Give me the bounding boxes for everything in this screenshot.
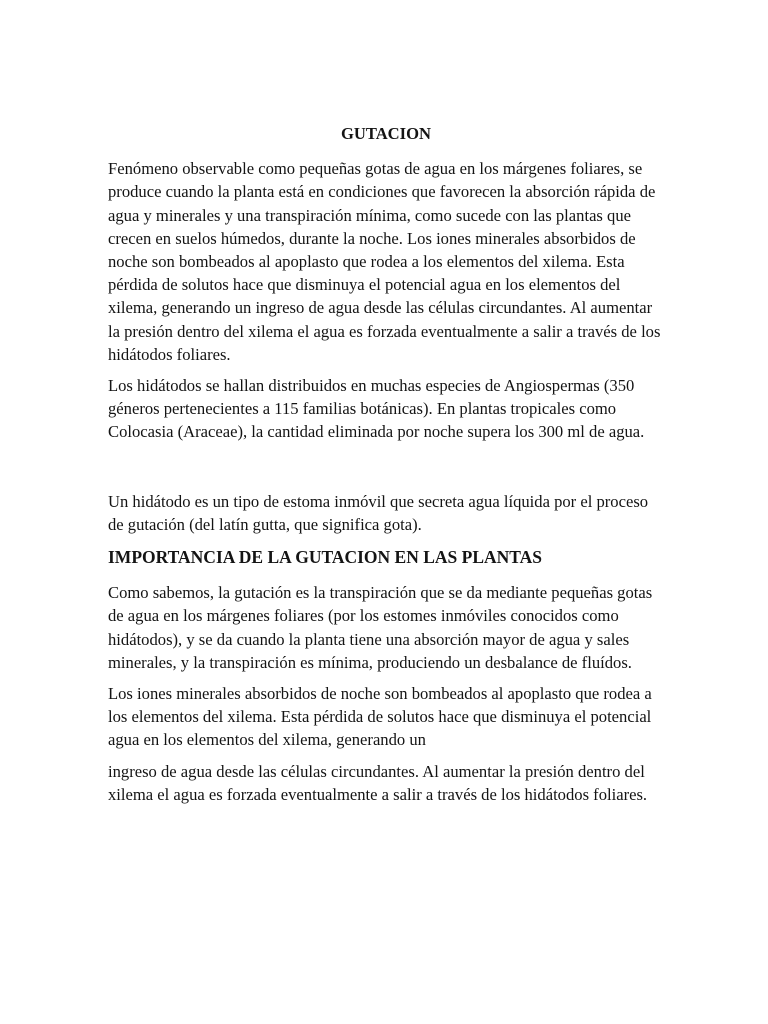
paragraph-importancia: Como sabemos, la gutación es la transpiración que se da mediante pequeñas gotas de agua en los márgenes foliares (por los estomes inmóviles conocidos como hidátodos), y se da cuando la planta tiene una absorción mayor de agua y sales minerales, y la transpiración es mínima, produciendo un desbalance de fluídos. xyxy=(108,583,653,672)
paragraph-hidatodos-distribution: Los hidátodos se hallan distribuidos en muchas especies de Angiospermas (350 géneros pertenecientes a 115 familias botánicas). En plantas tropicales como Colocasia (Araceae), la cantidad eliminada por noche supera los 300 ml de agua. xyxy=(108,376,645,442)
paragraph-hidatodo-definition: Un hidátodo es un tipo de estoma inmóvil que secreta agua líquida por el proceso de gutación (del latín gutta, que significa gota). xyxy=(108,491,649,534)
section-heading-importancia: IMPORTANCIA DE LA GUTACION EN LAS PLANTAS xyxy=(108,547,543,568)
document-title: GUTACION xyxy=(340,124,432,143)
paragraph-ingreso-agua: ingreso de agua desde las células circundantes. Al aumentar la presión dentro del xilema el agua es forzada eventualmente a salir a través de los hidátodos foliares. xyxy=(108,761,648,804)
paragraph-definition: Fenómeno observable como pequeñas gotas de agua en los márgenes foliares, se produce cuando la planta está en condiciones que favorecen la absorción rápida de agua y minerales y una transpiración mínima, como sucede con las plantas que crecen en suelos húmedos, durante la noche. Los iones minerales absorbidos de noche son bombeados al apoplasto que rodea a los elementos del xilema. Esta pérdida de solutos hace que disminuya el potencial agua en los elementos del xilema, generando un ingreso de agua desde las células circundantes. Al aumentar la presión dentro del xilema el agua es forzada eventualmente a salir a través de los hidátodos foliares. xyxy=(108,159,661,364)
paragraph-iones-minerales: Los iones minerales absorbidos de noche son bombeados al apoplasto que rodea a los elementos del xilema. Esta pérdida de solutos hace que disminuya el potencial agua en los elementos del xilema, generando un xyxy=(108,684,652,750)
document-body xyxy=(108,122,664,814)
